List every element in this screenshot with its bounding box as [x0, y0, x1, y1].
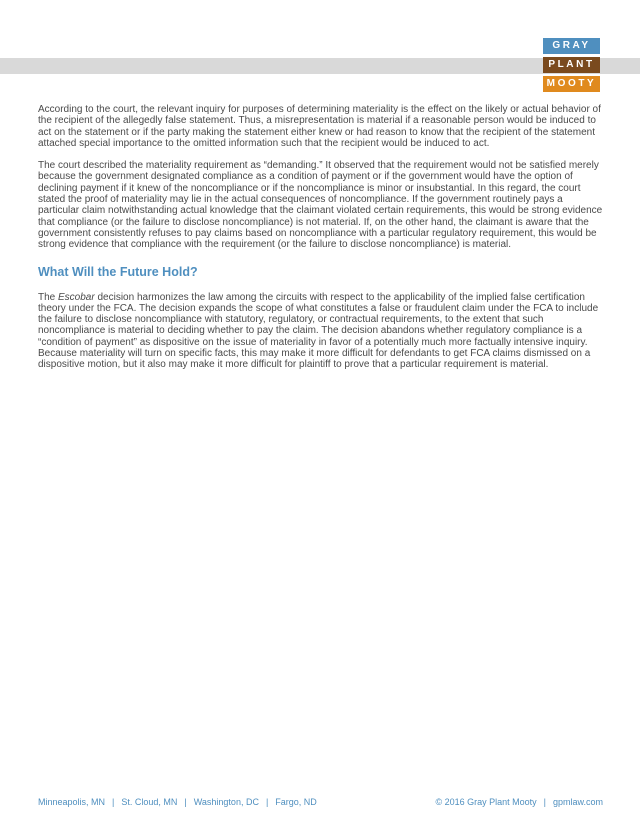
footer-locations	[38, 797, 317, 807]
logo-plant: PLANT	[543, 57, 600, 73]
case-name: Escobar	[58, 291, 95, 303]
footer-location: Washington, DC	[193, 797, 259, 807]
firm-logo	[543, 38, 600, 95]
paragraph-future-text: decision harmonizes the law among the circuits with respect to the applicability of the implied false certification theory under the FCA. The decision expands the scope of what constitutes a false or fraudulent claim under the FCA to include the failure to disclose noncompliance with statutory, regulatory, or contractual requirements, to the extent that such noncompliance is material to deciding whether to pay the claim. The decision abandons whether regulatory compliance is a “condition of payment” as dispositive on the issue of materiality in favor of a potentially much more factually intensive inquiry. Because materiality will turn on specific facts, this may make it more difficult for defendants to get FCA claims dismissed on a dispositive motion, but it also may make it more difficult for plaintiff to prove that a particular requirement is material.	[38, 291, 599, 371]
paragraph-future	[38, 292, 603, 371]
footer-copyright: © 2016 Gray Plant Mooty	[435, 797, 537, 807]
paragraph-materiality-inquiry: According to the court, the relevant inquiry for purposes of determining materiality is the effect on the likely or actual behavior of the recipient of the allegedly false statement. Thus, a misrepresentation is material if a reasonable person would be induced to act on the statement or if the party making the statement either knew or had reason to know that the recipient of the statement attached special importance to the omitted information such that the recipient would be induced to act.	[38, 104, 601, 149]
footer-separator: |	[112, 797, 115, 807]
footer-right	[435, 797, 603, 807]
section-heading: What Will the Future Hold?	[38, 264, 198, 279]
footer-location: Fargo, ND	[275, 797, 317, 807]
footer-separator: |	[265, 797, 269, 807]
paragraph-future-prefix: The	[38, 291, 59, 303]
logo-mooty: MOOTY	[543, 76, 600, 92]
footer-separator: |	[184, 797, 187, 807]
footer-website-link[interactable]: gpmlaw.com	[552, 797, 603, 807]
document-body	[38, 104, 603, 382]
footer-location: Minneapolis, MN	[38, 797, 106, 807]
paragraph-demanding-requirement: The court described the materiality requirement as “demanding.” It observed that the requirement would not be satisfied merely because the government designated compliance as a condition of payment or if the government would have the option of declining payment if it knew of the noncompliance or if the noncompliance is minor or insubstantial. In this regard, the court stated the proof of materiality may lie in the actual consequences of noncompliance. If the government routinely pays a particular claim notwithstanding actual knowledge that the claimant violated certain requirements, this would be strong evidence that compliance (or the failure to disclose noncompliance) is not material. If, on the other hand, the claimant is aware that the government consistently refuses to pay claims based on noncompliance with a particular regulatory requirement, this would be strong evidence that compliance with the requirement (or the failure to disclose noncompliance) is material.	[38, 160, 603, 251]
footer-separator: |	[543, 797, 546, 807]
logo-gray: GRAY	[543, 38, 600, 54]
page-footer	[38, 797, 603, 807]
footer-location: St. Cloud, MN	[121, 797, 178, 807]
